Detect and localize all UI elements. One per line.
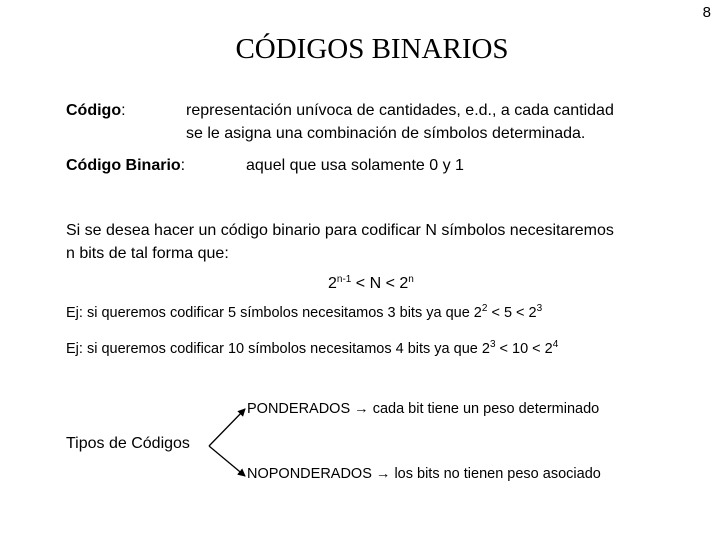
example-exp1: 2 — [481, 303, 488, 314]
tipo-desc: cada bit tiene un peso determinado — [372, 401, 600, 417]
term-colon: : — [180, 157, 186, 174]
term-text: Código Binario — [66, 157, 181, 174]
example-exp2: 3 — [536, 303, 543, 314]
page-number: 8 — [702, 4, 711, 21]
tipos-label: Tipos de Códigos — [66, 435, 190, 452]
term-text: Código — [66, 102, 122, 119]
formula-exp-right: n — [408, 274, 414, 285]
formula-middle: < N < — [351, 275, 400, 292]
arrow-right-icon: → — [371, 466, 395, 482]
tipo-name: PONDERADOS — [247, 401, 351, 417]
statement-line: n bits de tal forma que: — [66, 245, 229, 262]
page-title: CÓDIGOS BINARIOS — [235, 33, 509, 65]
arrow-right-icon: → — [350, 401, 373, 417]
example-text: Ej: si queremos codificar 5 símbolos necesitamos 3 bits ya que 2 — [66, 305, 482, 321]
definition-line: representación unívoca de cantidades, e.d., a cada cantidad — [186, 102, 614, 119]
arrow-ponderados — [209, 409, 245, 446]
term-colon: : — [121, 102, 126, 119]
formula-exp-left: n-1 — [336, 274, 352, 285]
definition-line: aquel que usa solamente 0 y 1 — [246, 157, 464, 174]
example-mid: < 10 < 2 — [495, 341, 553, 357]
arrow-noponderados — [209, 446, 245, 476]
formula-base-left: 2 — [328, 275, 337, 292]
example-exp1: 3 — [489, 339, 496, 350]
tipo-ponderados — [247, 401, 599, 417]
statement-line: Si se desea hacer un código binario para codificar N símbolos necesitaremos — [66, 222, 614, 239]
definition-line: se le asigna una combinación de símbolos determinada. — [186, 125, 586, 142]
tipo-desc: los bits no tienen peso asociado — [394, 466, 601, 482]
example-mid: < 5 < 2 — [487, 305, 537, 321]
tipo-noponderados — [247, 466, 601, 482]
tipo-name: NOPONDERADOS — [247, 466, 372, 482]
example-text: Ej: si queremos codificar 10 símbolos necesitamos 4 bits ya que 2 — [66, 341, 490, 357]
example-exp2: 4 — [552, 339, 559, 350]
formula-base-right: 2 — [399, 275, 409, 292]
